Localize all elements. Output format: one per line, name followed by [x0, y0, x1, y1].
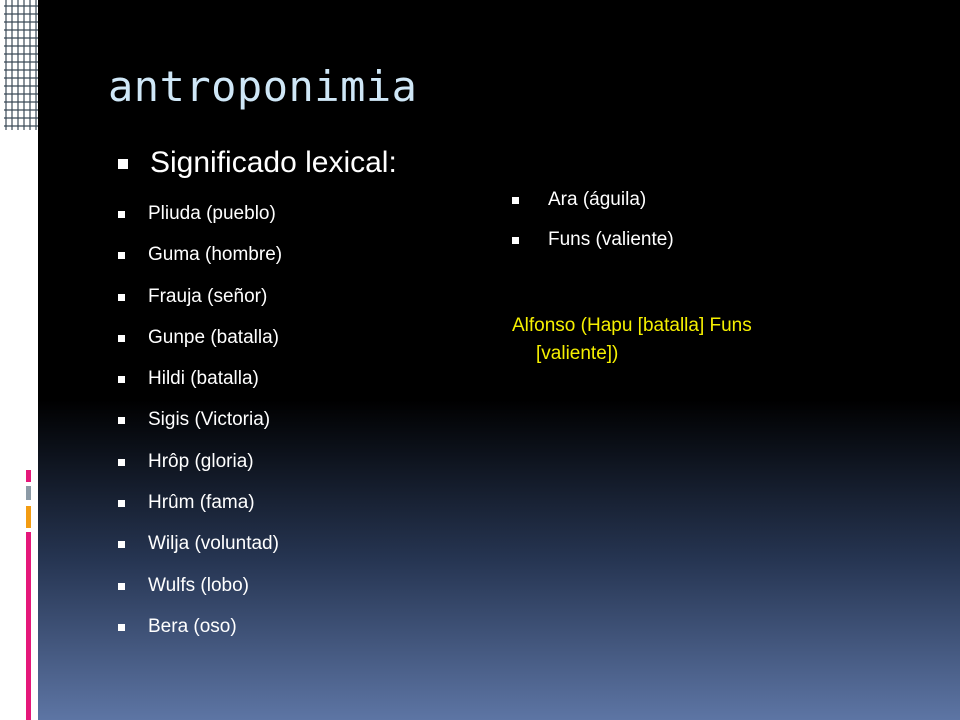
- etymology-note: [512, 312, 842, 368]
- section-heading-text: Significado lexical:: [150, 146, 397, 179]
- right-bullet-list: [512, 186, 674, 266]
- list-item-text: Hrûm (fama): [148, 492, 255, 514]
- list-item: [512, 186, 674, 226]
- bullet-square-icon: [118, 624, 125, 631]
- list-item-text: Bera (oso): [148, 615, 237, 637]
- bullet-square-icon: [118, 335, 125, 342]
- list-item-text: Ara (águila): [548, 189, 647, 210]
- list-item-text: Hrôp (gloria): [148, 450, 254, 472]
- list-item: [118, 365, 282, 406]
- list-item: [118, 406, 282, 447]
- list-item: [118, 489, 282, 530]
- bullet-square-icon: [512, 197, 519, 204]
- list-item-text: Frauja (señor): [148, 285, 268, 307]
- section-heading: [118, 146, 397, 180]
- list-item-text: Wilja (voluntad): [148, 533, 279, 555]
- bullet-square-icon: [118, 417, 125, 424]
- etymology-note-line1: Alfonso (Hapu [batalla] Funs: [512, 315, 752, 336]
- slide-title: antroponimia: [108, 62, 418, 111]
- list-item-text: Pliuda (pueblo): [148, 203, 276, 224]
- list-item-text: Funs (valiente): [548, 229, 674, 250]
- list-item-text: Guma (hombre): [148, 244, 283, 266]
- list-item-text: Wulfs (lobo): [148, 574, 250, 596]
- accent-bar-orange: [26, 506, 31, 528]
- list-item: [118, 283, 282, 324]
- decorative-grid: [4, 0, 38, 130]
- bullet-square-icon: [118, 376, 125, 383]
- bullet-square-icon: [118, 500, 125, 507]
- accent-bar-pink-small: [26, 470, 31, 482]
- list-item: [118, 200, 282, 241]
- list-item: [118, 241, 282, 282]
- etymology-note-line2: [valiente]): [536, 343, 619, 364]
- bullet-square-icon: [118, 252, 125, 259]
- bullet-square-icon: [118, 211, 125, 218]
- bullet-square-icon: [118, 294, 125, 301]
- list-item: [118, 448, 282, 489]
- list-item: [118, 572, 282, 613]
- left-bullet-list: [118, 200, 282, 654]
- bullet-square-icon: [118, 159, 128, 169]
- list-item: [118, 324, 282, 365]
- accent-bar-grey: [26, 486, 31, 500]
- list-item: [118, 613, 282, 654]
- bullet-square-icon: [118, 459, 125, 466]
- list-item: [118, 530, 282, 571]
- list-item: [512, 226, 674, 266]
- list-item-text: Hildi (batalla): [148, 368, 259, 390]
- decorative-side-strip: [0, 0, 38, 720]
- list-item-text: Sigis (Victoria): [148, 409, 271, 431]
- bullet-square-icon: [512, 237, 519, 244]
- accent-bar-pink: [26, 532, 31, 720]
- bullet-square-icon: [118, 583, 125, 590]
- list-item-text: Gunpe (batalla): [148, 326, 279, 348]
- bullet-square-icon: [118, 541, 125, 548]
